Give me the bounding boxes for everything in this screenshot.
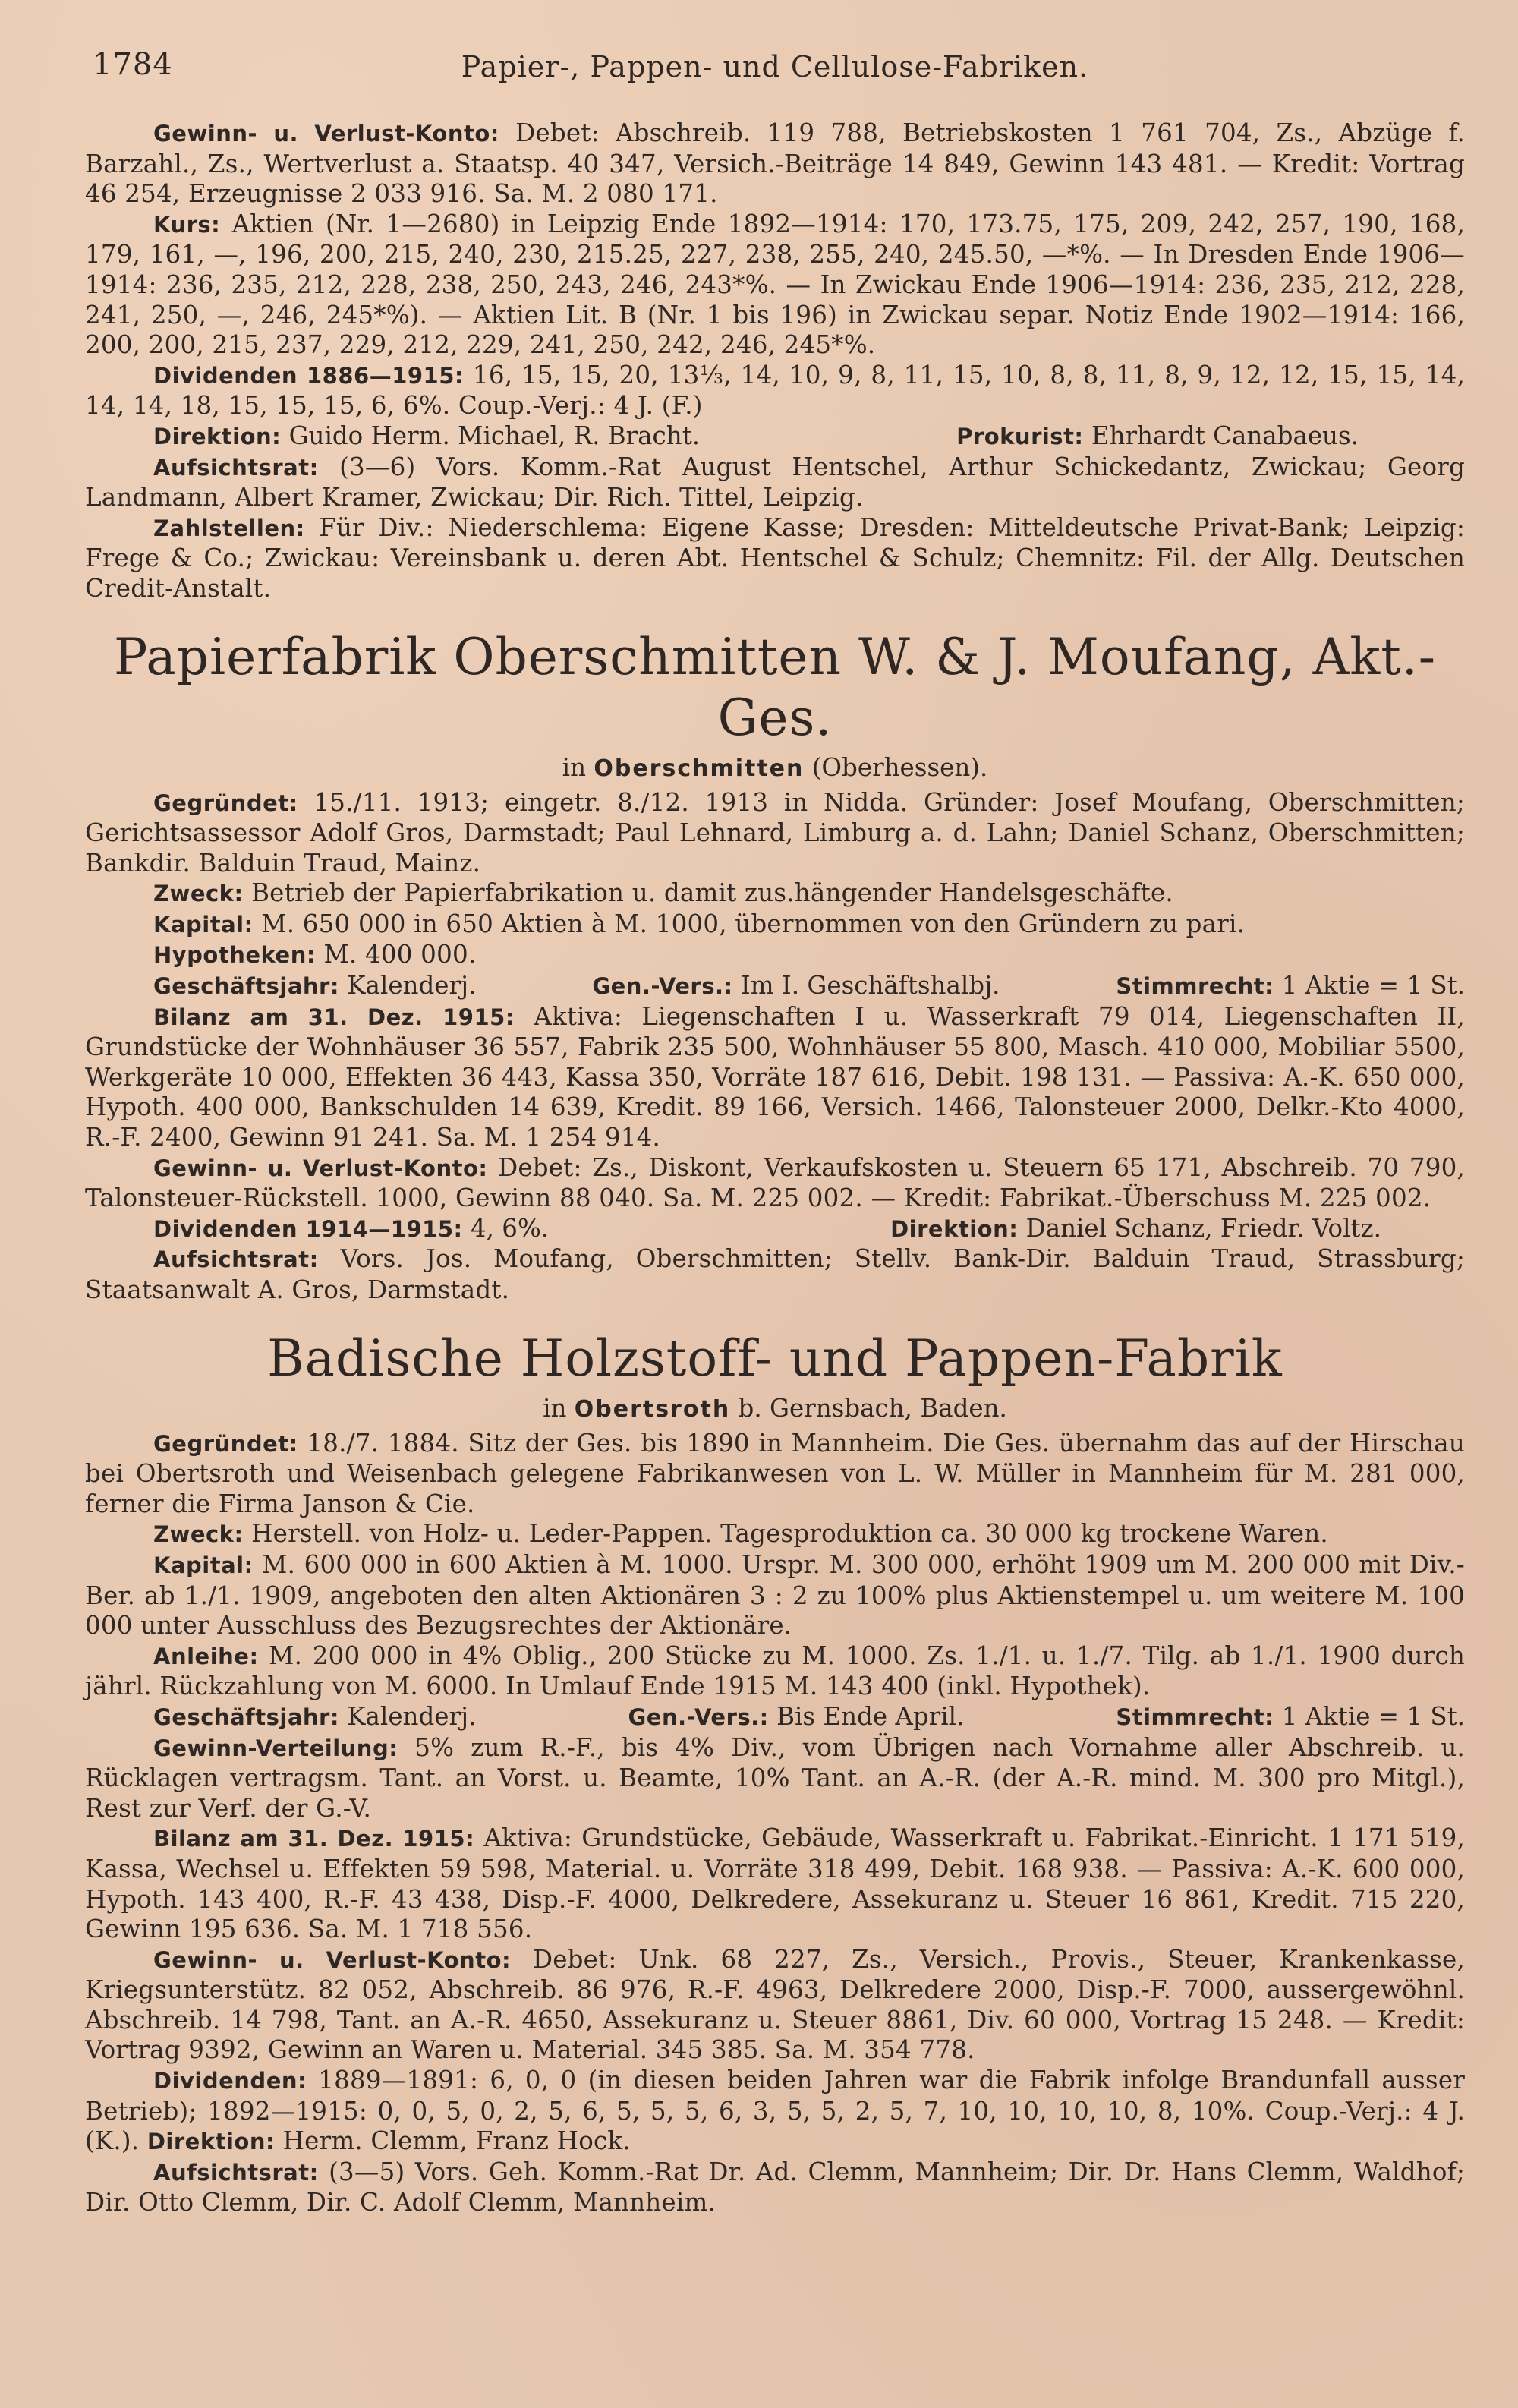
field-label: Zweck: [153,1521,244,1548]
general-meeting-field [628,1702,964,1733]
field-text: (3—6) Vors. Komm.-Rat August Hentschel, Arthur Schickedantz, Zwickau; Georg Landmann, Albert Kramer, Zwickau; Dir. Rich. Tittel, Leipzig. [85,452,1465,512]
field-label: Geschäftsjahr: [153,1704,339,1730]
company-location [85,1392,1465,1426]
location-suffix: (Oberhessen). [804,752,988,782]
founded-paragraph [85,788,1465,879]
field-label: Gen.-Vers.: [628,1704,769,1730]
field-label: Direktion: [153,423,282,449]
field-label: Bilanz am 31. Dez. 1915: [153,1004,515,1030]
profit-loss-paragraph [85,1153,1465,1214]
field-text: 16, 15, 15, 20, 13⅓, 14, 10, 9, 8, 11, 15, 10, 8, 8, 11, 8, 9, 12, 12, 15, 15, 14, 14, 14, 18, 15, 15, 15, 6, 6%. Coup.-Verj.: 4 J. (F.) [85,360,1465,421]
direction-procurist-line [85,421,1465,452]
field-label: Aufsichtsrat: [153,1247,319,1273]
field-label: Gewinn-Verteilung: [153,1735,398,1761]
field-label: Aufsichtsrat: [153,2159,319,2186]
paying-agents-paragraph [85,513,1465,604]
balance-sheet-paragraph [85,1002,1465,1153]
field-text: Vors. Jos. Moufang, Oberschmitten; Stellv. Bank-Dir. Balduin Traud, Strassburg; Staatsanwalt A. Gros, Darmstadt. [85,1244,1465,1304]
dividends-field [153,1214,549,1245]
location-town: Obertsroth [574,1395,731,1423]
supervisory-board-paragraph [85,1244,1465,1305]
field-text: Herm. Clemm, Franz Hock. [275,2126,631,2156]
balance-sheet-paragraph [85,1823,1465,1944]
field-text: M. 400 000. [315,940,477,969]
profit-loss-paragraph [85,118,1465,210]
field-label: Gegründet: [153,1430,298,1457]
field-text: Aktien (Nr. 1—2680) in Leipzig Ende 1892—1914: 170, 173.75, 175, 209, 242, 257, 190, 168, 179, 161, —, 196, 200, 215, 240, 230, 215.25, 227, 238, 255, 240, 245.50, —*%. — In Dresden Ende 1906—1914: 236, 235, 212, 228, 238, 250, 243, 246, 243*%. — In Zwickau Ende 1906—1914: 236, 235, 212, 228, 241, 250, —, 246, 245*%). — Aktien Lit. B (Nr. 1 bis 196) in Zwickau separ. Notiz Ende 1902—1914: 166, 200, 200, 215, 237, 229, 212, 229, 241, 250, 242, 246, 245*%. [85,209,1465,360]
field-text: 15./11. 1913; eingetr. 8./12. 1913 in Nidda. Gründer: Josef Moufang, Oberschmitten; Gerichtsassessor Adolf Gros, Darmstadt; Paul Lehnard, Limburg a. d. Lahn; Daniel Schanz, Oberschmitten; Bankdir. Balduin Traud, Mainz. [85,787,1465,878]
field-text: Kalenderj. [339,1701,477,1731]
field-label: Zweck: [153,881,244,907]
field-label: Dividenden 1886—1915: [153,362,465,389]
field-label: Aufsichtsrat: [153,454,319,481]
purpose-paragraph [85,1519,1465,1550]
capital-paragraph [85,909,1465,941]
mortgages-paragraph [85,940,1465,971]
voting-right-field [1116,971,1465,1002]
supervisory-board-paragraph [85,2157,1465,2218]
field-text: Für Div.: Niederschlema: Eigene Kasse; Dresden: Mitteldeutsche Privat-Bank; Leipzig: Frege & Co.; Zwickau: Vereinsbank u. deren Abt. Hentschel & Schulz; Chemnitz: Fil. der Allg. Deutschen Credit-Anstalt. [85,512,1465,603]
field-text: M. 600 000 in 600 Aktien à M. 1000. Urspr. M. 300 000, erhöht 1909 um M. 200 000 mit Div.-Ber. ab 1./1. 1909, angeboten den alten Aktionären 3 : 2 zu 100% plus Aktienstempel u. um weitere M. 100 000 unter Ausschluss des Bezugsrechtes der Aktionäre. [85,1549,1465,1641]
fiscal-meeting-voting-line [85,971,1465,1002]
field-text: Betrieb der Papierfabrikation u. damit zus.hängender Handelsgeschäfte. [243,878,1173,908]
field-label: Hypotheken: [153,942,316,969]
company-entry-oberschmitten [85,627,1465,1306]
field-text: Ehrhardt Canabaeus. [1083,421,1359,450]
profit-loss-paragraph [85,1945,1465,2066]
fiscal-meeting-voting-line [85,1702,1465,1733]
field-text: Kalenderj. [339,971,477,1001]
field-text: Aktiva: Liegenschaften I u. Wasserkraft 79 014, Liegenschaften II, Grundstücke der Wohnhäuser 36 557, Fabrik 235 500, Wohnhäuser 55 800, Masch. 410 000, Mobiliar 5500, Werkgeräte 10 000, Effekten 36 443, Kassa 350, Vorräte 187 616, Debit. 198 131. — Passiva: A.-K. 650 000, Hypoth. 400 000, Bankschulden 14 639, Kredit. 89 166, Versich. 1466, Talonsteuer 2000, Delkr.-Kto 4000, R.-F. 2400, Gewinn 91 241. Sa. M. 1 254 914. [85,1001,1465,1152]
field-label: Kapital: [153,911,254,938]
field-label: Gewinn- u. Verlust-Konto: [153,121,499,147]
founded-paragraph [85,1429,1465,1520]
field-text: 18./7. 1884. Sitz der Ges. bis 1890 in Mannheim. Die Ges. übernahm das auf der Hirschau bei Obertsroth und Weisenbach gelegene Fabrikanwesen von L. W. Müller in Mannheim für M. 281 000, ferner die Firma Janson & Cie. [85,1428,1465,1518]
company-title: Badische Holzstoff- und Pappen-Fabrik [267,1328,1283,1388]
purpose-paragraph [85,878,1465,909]
field-label: Gewinn- u. Verlust-Konto: [153,1946,512,1973]
field-text: 1 Aktie = 1 St. [1274,1701,1465,1731]
field-label: Direktion: [890,1215,1019,1242]
entry-continued [85,118,1465,604]
field-text: Daniel Schanz, Friedr. Voltz. [1018,1213,1381,1243]
field-text: Debet: Unk. 68 227, Zs., Versich., Provis., Steuer, Krankenkasse, Kriegsunterstütz. 82 052, Abschreib. 86 976, R.-F. 4963, Delkredere 2000, Disp.-F. 7000, aussergewöhnl. Abschreib. 14 798, Tant. an A.-R. 4650, Assekuranz u. Steuer 8861, Div. 60 000, Vortrag 15 248. — Kredit: Vortrag 9392, Gewinn an Waren u. Material. 345 385. Sa. M. 354 778. [85,1944,1465,2065]
location-prefix: in [562,752,594,782]
field-text: Bis Ende April. [768,1701,965,1731]
field-label: Kapital: [153,1552,254,1578]
fiscal-year-field [153,1702,476,1733]
fiscal-year-field [153,971,476,1002]
field-text: Herstell. von Holz- u. Leder-Pappen. Tagesproduktion ca. 30 000 kg trockene Waren. [243,1519,1328,1549]
field-label: Kurs: [153,211,221,238]
field-text: Im I. Geschäftshalbj. [732,971,1000,1001]
field-text: Guido Herm. Michael, R. Bracht. [281,421,701,450]
field-label: Gewinn- u. Verlust-Konto: [153,1155,488,1181]
dividends-paragraph [85,2066,1465,2157]
supervisory-board-paragraph [85,452,1465,513]
field-text: M. 200 000 in 4% Oblig., 200 Stücke zu M. 1000. Zs. 1./1. u. 1./7. Tilg. ab 1./1. 1900 durch jährl. Rückzahlung von M. 6000. In Umlauf Ende 1915 M. 143 400 (inkl. Hypothek). [85,1641,1465,1701]
company-entry-obertsroth [85,1328,1465,2218]
page-number: 1784 [93,47,173,82]
field-text: (3—5) Vors. Geh. Komm.-Rat Dr. Ad. Clemm, Mannheim; Dir. Dr. Hans Clemm, Waldhof; Dir. Otto Clemm, Dir. C. Adolf Clemm, Mannheim. [85,2157,1465,2217]
field-text: Aktiva: Grundstücke, Gebäude, Wasserkraft u. Fabrikat.-Einricht. 1 171 519, Kassa, Wechsel u. Effekten 59 598, Material. u. Vorräte 318 499, Debit. 168 938. — Passiva: A.-K. 600 000, Hypoth. 143 400, R.-F. 43 438, Disp.-F. 4000, Delkredere, Assekuranz u. Steuer 16 861, Kredit. 715 220, Gewinn 195 636. Sa. M. 1 718 556. [85,1823,1465,1944]
general-meeting-field [592,971,1000,1002]
field-label: Zahlstellen: [153,515,305,541]
field-label: Stimmrecht: [1116,1704,1274,1730]
voting-right-field [1116,1702,1465,1733]
field-label: Dividenden 1914—1915: [153,1215,463,1242]
field-text: 1889—1891: 6, 0, 0 (in diesen beiden Jahren war die Fabrik infolge Brandunfall ausser Betrieb); 1892—1915: 0, 0, 5, 0, 2, 5, 6, 5, 5, 5, 6, 3, 5, 5, 2, 5, 7, 10, 10, 10, 10, 8, 10%. Coup.-Verj.: 4 J. (K.). [85,2066,1465,2156]
dividends-direction-line [85,1214,1465,1245]
location-suffix: b. Gernsbach, Baden. [730,1393,1007,1423]
direction-field [890,1214,1465,1245]
field-label: Stimmrecht: [1116,973,1274,1000]
field-label: Gen.-Vers.: [592,973,733,1000]
procurist-field [956,421,1465,452]
field-text: Debet: Zs., Diskont, Verkaufskosten u. Steuern 65 171, Abschreib. 70 790, Talonsteuer-Rückstell. 1000, Gewinn 88 040. Sa. M. 225 002. — Kredit: Fabrikat.-Überschuss M. 225 002. [85,1152,1465,1213]
running-title: Papier-, Pappen- und Cellulose-Fabriken. [461,50,1089,84]
field-text: 1 Aktie = 1 St. [1274,971,1465,1001]
location-town: Oberschmitten [594,755,805,782]
field-label: Prokurist: [956,423,1084,449]
field-label: Bilanz am 31. Dez. 1915: [153,1826,475,1852]
field-label: Direktion: [146,2129,276,2155]
field-text: M. 650 000 in 650 Aktien à M. 1000, übernommen von den Gründern zu pari. [253,909,1246,938]
field-text: Debet: Abschreib. 119 788, Betriebskosten 1 761 704, Zs., Abzüge f. Barzahl., Zs., Wertverlust a. Staatsp. 40 347, Versich.-Beiträge 14 849, Gewinn 143 481. — Kredit: Vortrag 46 254, Erzeugnisse 2 033 916. Sa. M. 2 080 171. [85,118,1465,209]
field-label: Anleihe: [153,1643,259,1669]
bond-paragraph [85,1641,1465,1702]
direction-field [153,421,700,452]
running-header [85,47,1465,91]
field-text: 5% zum R.-F., bis 4% Div., vom Übrigen nach Vornahme aller Abschreib. u. Rücklagen vertragsm. Tant. an Vorst. u. Beamte, 10% Tant. an A.-R. (der A.-R. mind. M. 300 pro Mitgl.), Rest zur Verf. der G.-V. [85,1732,1465,1823]
field-label: Geschäftsjahr: [153,973,339,1000]
location-prefix: in [543,1393,575,1423]
profit-distribution-paragraph [85,1733,1465,1824]
field-text: 4, 6%. [462,1213,550,1243]
field-label: Gegründet: [153,790,298,816]
company-title: Papierfabrik Oberschmitten W. & J. Moufang, Akt.-Ges. [113,627,1437,747]
company-location [85,752,1465,785]
capital-paragraph [85,1550,1465,1641]
field-label: Dividenden: [153,2068,307,2094]
stock-price-paragraph [85,210,1465,361]
dividends-paragraph [85,361,1465,421]
